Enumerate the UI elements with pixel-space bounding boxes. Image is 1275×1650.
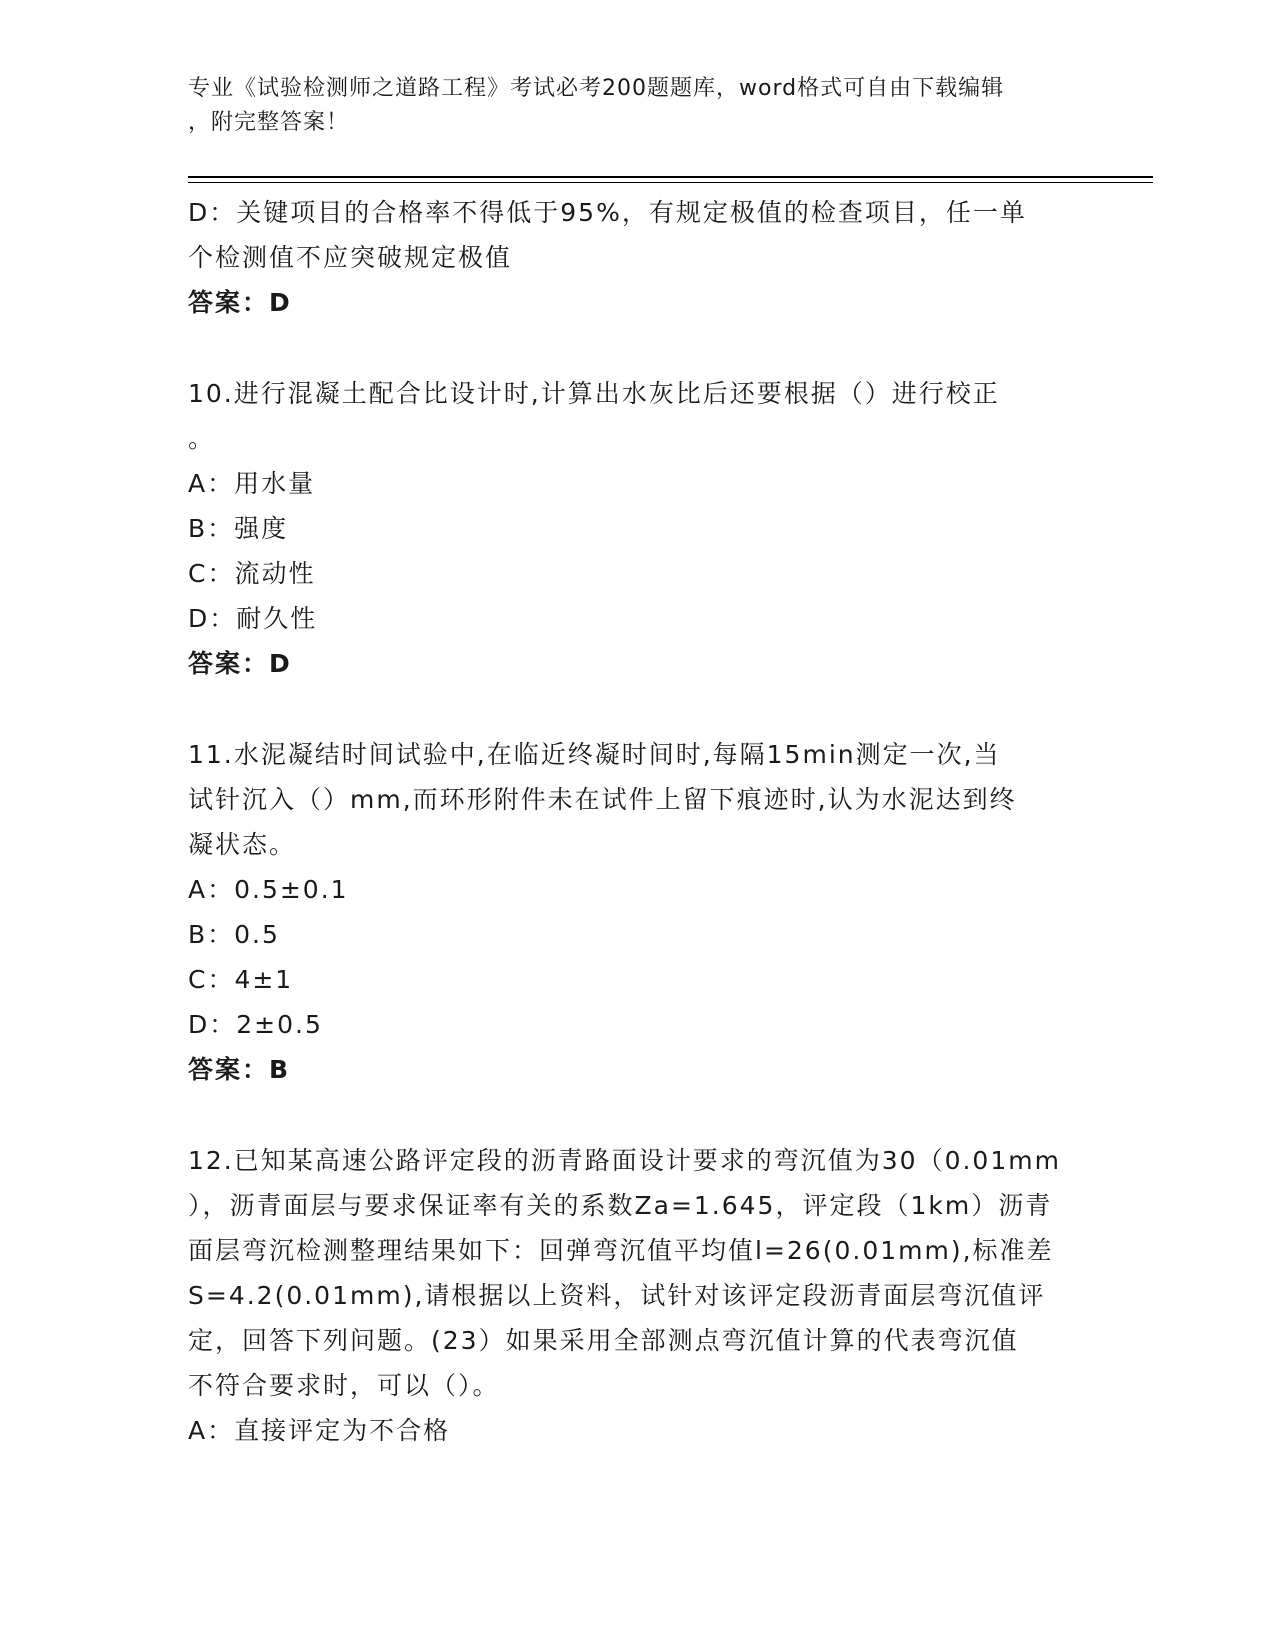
q10-stem-line-1: 10.进行混凝土配合比设计时,计算出水灰比后还要根据（）进行校正 <box>188 379 1000 408</box>
q11-answer: 答案：B <box>188 1055 291 1084</box>
q10-option-a: A：用水量 <box>188 469 316 498</box>
page-header <box>188 72 1068 140</box>
question-11 <box>188 732 1088 1092</box>
q12-option-a: A：直接评定为不合格 <box>188 1416 451 1445</box>
q10-option-d: D：耐久性 <box>188 604 318 633</box>
q11-stem-line-1: 11.水泥凝结时间试验中,在临近终凝时间时,每隔15min测定一次,当 <box>188 740 1001 769</box>
header-rule <box>188 176 1153 178</box>
q12-stem-line-3: 面层弯沉检测整理结果如下：回弹弯沉值平均值l=26(0.01mm),标准差 <box>188 1236 1054 1265</box>
q11-stem-line-2: 试针沉入（）mm,而环形附件未在试件上留下痕迹时,认为水泥达到终 <box>188 785 1017 814</box>
q12-stem-line-2: ），沥青面层与要求保证率有关的系数Za=1.645，评定段（1km）沥青 <box>188 1191 1053 1220</box>
q10-option-b: B：强度 <box>188 514 289 543</box>
q11-option-b: B：0.5 <box>188 920 280 949</box>
q9-option-d-line-2: 个检测值不应突破规定极值 <box>188 243 513 272</box>
header-rule-thin <box>188 182 1153 183</box>
question-10 <box>188 371 1088 686</box>
q12-stem-line-1: 12.已知某高速公路评定段的沥青路面设计要求的弯沉值为30（0.01mm <box>188 1146 1061 1175</box>
q11-stem-line-3: 凝状态。 <box>188 830 297 859</box>
q11-option-d: D：2±0.5 <box>188 1010 323 1039</box>
question-12 <box>188 1138 1088 1453</box>
q12-stem-line-6: 不符合要求时，可以（）。 <box>188 1371 500 1400</box>
question-content <box>188 190 1088 1453</box>
q12-stem-line-5: 定，回答下列问题。(23）如果采用全部测点弯沉值计算的代表弯沉值 <box>188 1326 1019 1355</box>
q11-option-a: A：0.5±0.1 <box>188 875 349 904</box>
header-title-line-2: ，附完整答案！ <box>188 110 350 135</box>
q11-option-c: C：4±1 <box>188 965 294 994</box>
q10-option-c: C：流动性 <box>188 559 316 588</box>
q9-answer: 答案：D <box>188 288 292 317</box>
q10-stem-line-2: 。 <box>188 424 216 453</box>
q12-stem-line-4: S=4.2(0.01mm),请根据以上资料，试针对该评定段沥青面层弯沉值评 <box>188 1281 1046 1310</box>
q9-option-d-line-1: D：关键项目的合格率不得低于95%，有规定极值的检查项目，任一单 <box>188 198 1027 227</box>
q10-answer: 答案：D <box>188 649 292 678</box>
header-title-line-1: 专业《试验检测师之道路工程》考试必考200题题库，word格式可自由下载编辑 <box>188 76 1005 101</box>
question-9-tail <box>188 190 1088 325</box>
